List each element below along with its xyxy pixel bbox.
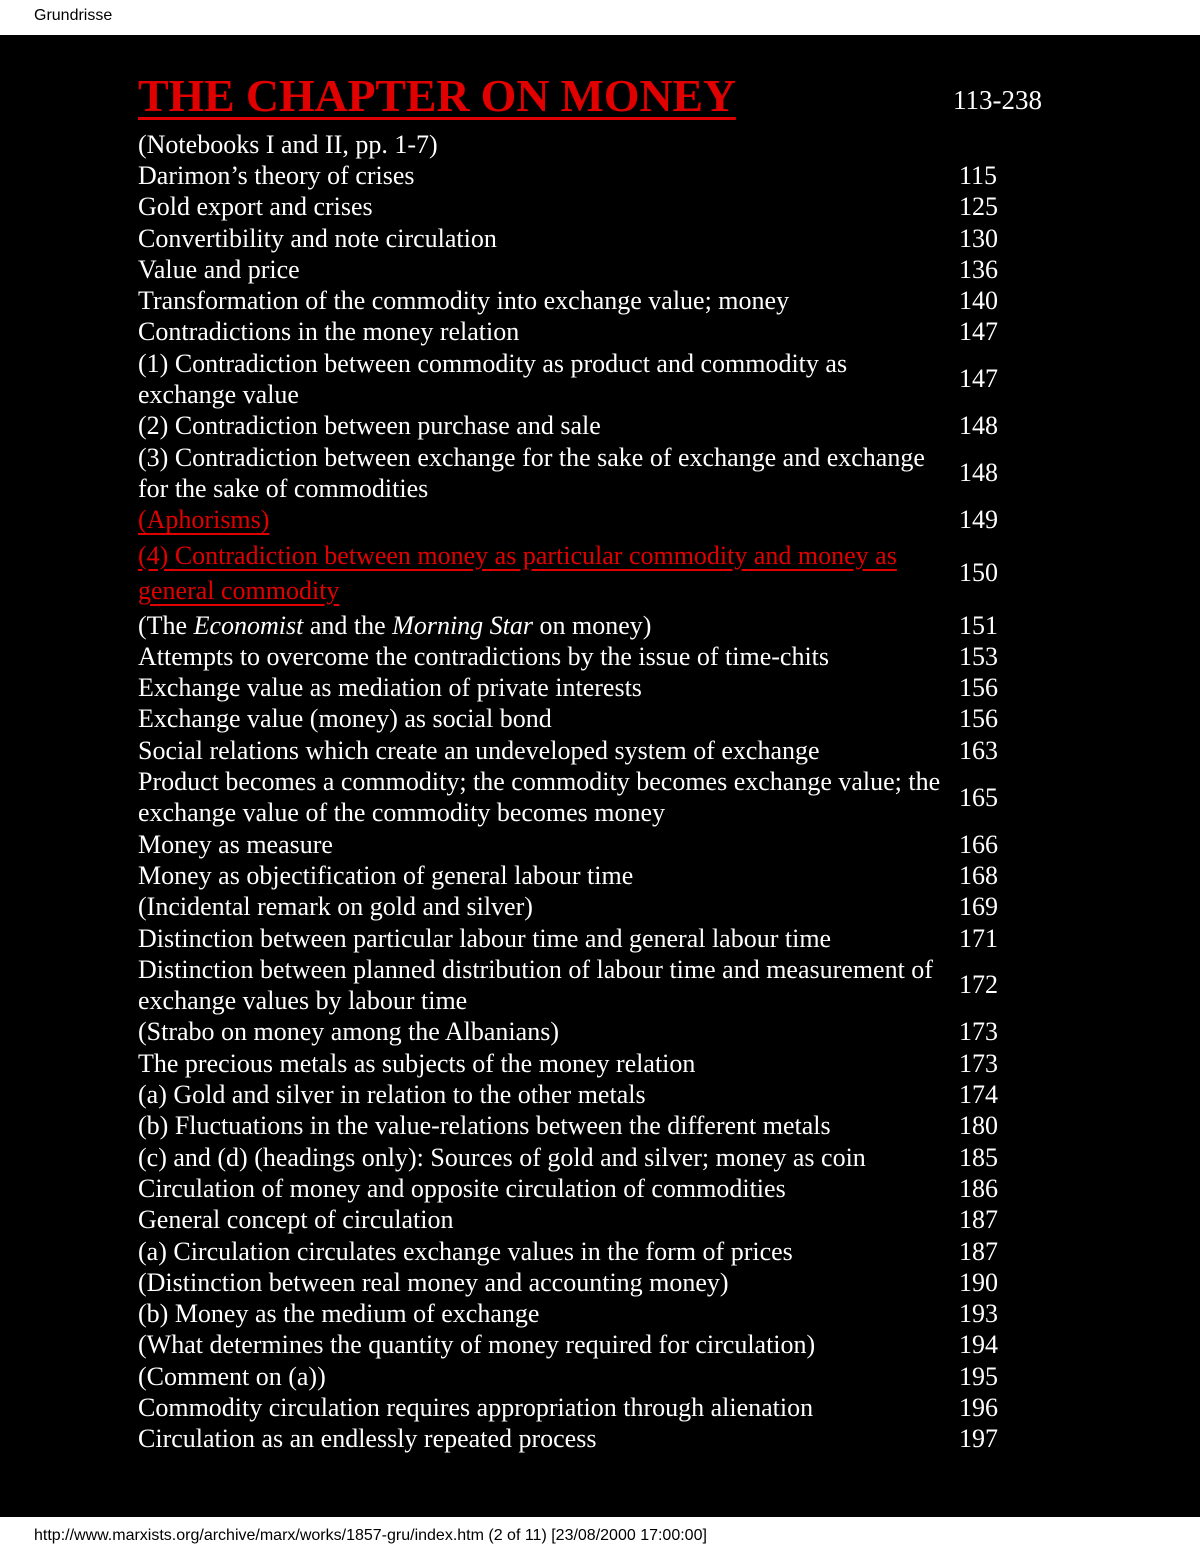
toc-row <box>135 348 1015 411</box>
toc-page-number: 197 <box>947 1423 1015 1454</box>
toc-page-number: 180 <box>947 1110 1015 1141</box>
toc-row <box>135 410 1015 441</box>
toc-row <box>135 1236 1015 1267</box>
toc-entry-text: Distinction between planned distribution of labour time and measurement of exchange values by labour time <box>138 955 933 1015</box>
toc-page-number: 165 <box>947 766 1015 829</box>
toc-page-number: 130 <box>947 223 1015 254</box>
toc-entry-title <box>135 860 947 891</box>
toc-entry-title <box>135 735 947 766</box>
toc-entry-title <box>135 348 947 411</box>
toc-entry-text: Transformation of the commodity into exchange value; money <box>138 286 789 315</box>
toc-page-number: 187 <box>947 1204 1015 1235</box>
toc-row <box>135 610 1015 641</box>
toc-entry-text: (b) Fluctuations in the value-relations between the different metals <box>138 1111 831 1140</box>
toc-entry-italic-text: Economist <box>194 611 304 640</box>
toc-entry-title <box>135 1016 947 1047</box>
toc-page-number: 173 <box>947 1048 1015 1079</box>
toc-row <box>135 316 1015 347</box>
toc-entry-text: Convertibility and note circulation <box>138 224 497 253</box>
toc-page-number: 125 <box>947 191 1015 222</box>
toc-page-number: 187 <box>947 1236 1015 1267</box>
notebooks-note: (Notebooks I and II, pp. 1-7) <box>138 130 438 160</box>
toc-page-number: 173 <box>947 1016 1015 1047</box>
toc-entry-title <box>135 1236 947 1267</box>
toc-page-number: 140 <box>947 285 1015 316</box>
toc-row <box>135 735 1015 766</box>
toc-row <box>135 1048 1015 1079</box>
toc-entry-text: Social relations which create an undeveloped system of exchange <box>138 736 820 765</box>
toc-row <box>135 1361 1015 1392</box>
toc-entry-title <box>135 672 947 703</box>
toc-entry-title <box>135 1267 947 1298</box>
toc-row <box>135 1392 1015 1423</box>
toc-row <box>135 1079 1015 1110</box>
toc-row <box>135 1423 1015 1454</box>
toc-page-number: 194 <box>947 1329 1015 1360</box>
toc-entry-text: (c) and (d) (headings only): Sources of gold and silver; money as coin <box>138 1143 866 1172</box>
toc-row <box>135 829 1015 860</box>
toc-page-number: 150 <box>947 536 1015 610</box>
toc-entry-text: Distinction between particular labour time and general labour time <box>138 924 831 953</box>
toc-row[interactable] <box>135 536 1015 610</box>
toc-row <box>135 923 1015 954</box>
toc-page-number: 193 <box>947 1298 1015 1329</box>
toc-entry-text: Darimon’s theory of crises <box>138 161 415 190</box>
toc-page-number: 190 <box>947 1267 1015 1298</box>
toc-entry-text: (Aphorisms) <box>138 505 269 534</box>
toc-page-number: 174 <box>947 1079 1015 1110</box>
toc-page-number: 169 <box>947 891 1015 922</box>
toc-entry-title <box>135 191 947 222</box>
toc-entry-text: Commodity circulation requires appropriation through alienation <box>138 1393 813 1422</box>
toc-entry-text: (The <box>138 611 194 640</box>
toc-page-number: 171 <box>947 923 1015 954</box>
toc-entry-text: (2) Contradiction between purchase and sale <box>138 411 601 440</box>
toc-page-number: 185 <box>947 1142 1015 1173</box>
toc-entry-title <box>135 641 947 672</box>
toc-entry-text: Circulation as an endlessly repeated process <box>138 1424 596 1453</box>
toc-row[interactable] <box>135 504 1015 535</box>
toc-page-number: 168 <box>947 860 1015 891</box>
print-header-title: Grundrisse <box>34 7 112 25</box>
toc-entry-text: General concept of circulation <box>138 1205 453 1234</box>
toc-row <box>135 1298 1015 1329</box>
toc-entry-title <box>135 829 947 860</box>
toc-row <box>135 442 1015 505</box>
toc-entry-title <box>135 1423 947 1454</box>
toc-page-number: 147 <box>947 316 1015 347</box>
toc-row <box>135 1204 1015 1235</box>
toc-entry-link[interactable] <box>135 504 947 535</box>
toc-page-number: 156 <box>947 672 1015 703</box>
toc-row <box>135 641 1015 672</box>
toc-page-number: 186 <box>947 1173 1015 1204</box>
toc-entry-title <box>135 954 947 1017</box>
toc-entry-text: (Incidental remark on gold and silver) <box>138 892 533 921</box>
toc-page-number: 151 <box>947 610 1015 641</box>
toc-entry-title <box>135 316 947 347</box>
toc-entry-title <box>135 1048 947 1079</box>
toc-page-number: 149 <box>947 504 1015 535</box>
toc-row <box>135 672 1015 703</box>
toc-entry-text: (What determines the quantity of money required for circulation) <box>138 1330 815 1359</box>
toc-entry-text: (a) Gold and silver in relation to the other metals <box>138 1080 646 1109</box>
toc-page-number: 148 <box>947 410 1015 441</box>
toc-entry-text: Circulation of money and opposite circulation of commodities <box>138 1174 786 1203</box>
toc-page-number: 196 <box>947 1392 1015 1423</box>
toc-entry-text: (4) Contradiction between money as particular commodity and money as general commodity <box>138 541 897 605</box>
toc-row <box>135 703 1015 734</box>
toc-entry-title <box>135 1361 947 1392</box>
toc-page-number: 148 <box>947 442 1015 505</box>
toc-page-number: 115 <box>947 160 1015 191</box>
toc-entry-title <box>135 1142 947 1173</box>
toc-entry-title <box>135 766 947 829</box>
toc-row <box>135 254 1015 285</box>
toc-entry-text: (a) Circulation circulates exchange values in the form of prices <box>138 1237 793 1266</box>
toc-entry-text: The precious metals as subjects of the money relation <box>138 1049 695 1078</box>
toc-page-number: 172 <box>947 954 1015 1017</box>
toc-row <box>135 160 1015 191</box>
toc-entry-text: Contradictions in the money relation <box>138 317 519 346</box>
toc-entry-text: (Comment on (a)) <box>138 1362 326 1391</box>
toc-page-number: 147 <box>947 348 1015 411</box>
toc-entry-title <box>135 160 947 191</box>
toc-row <box>135 1267 1015 1298</box>
document-page <box>0 35 1200 1517</box>
toc-entry-italic-text: Morning Star <box>392 611 533 640</box>
toc-entry-text: Value and price <box>138 255 300 284</box>
toc-entry-title <box>135 1173 947 1204</box>
contents-table <box>135 160 1015 1455</box>
toc-entry-title <box>135 1329 947 1360</box>
toc-entry-text: on money) <box>533 611 651 640</box>
toc-entry-title <box>135 1110 947 1141</box>
toc-entry-title <box>135 1079 947 1110</box>
toc-entry-text: (Strabo on money among the Albanians) <box>138 1017 559 1046</box>
toc-entry-title <box>135 1204 947 1235</box>
toc-row <box>135 1110 1015 1141</box>
toc-entry-title <box>135 223 947 254</box>
toc-entry-text: (b) Money as the medium of exchange <box>138 1299 539 1328</box>
toc-entry-text: Exchange value (money) as social bond <box>138 704 552 733</box>
toc-entry-title <box>135 1298 947 1329</box>
toc-entry-title <box>135 1392 947 1423</box>
toc-page-number: 195 <box>947 1361 1015 1392</box>
print-footer-url: http://www.marxists.org/archive/marx/works/1857-gru/index.htm (2 of 11) [23/08/2000 17:00:00] <box>34 1527 707 1545</box>
toc-page-number: 166 <box>947 829 1015 860</box>
toc-row <box>135 223 1015 254</box>
toc-page-number: 153 <box>947 641 1015 672</box>
toc-entry-title <box>135 891 947 922</box>
toc-row <box>135 860 1015 891</box>
toc-entry-text: Attempts to overcome the contradictions by the issue of time-chits <box>138 642 829 671</box>
toc-row <box>135 1016 1015 1047</box>
toc-entry-text: Money as objectification of general labour time <box>138 861 633 890</box>
toc-row <box>135 1173 1015 1204</box>
toc-entry-title <box>135 285 947 316</box>
toc-row <box>135 891 1015 922</box>
toc-row <box>135 766 1015 829</box>
toc-row <box>135 1142 1015 1173</box>
toc-entry-title <box>135 703 947 734</box>
toc-entry-text: Product becomes a commodity; the commodity becomes exchange value; the exchange value of the commodity becomes money <box>138 767 940 827</box>
toc-page-number: 136 <box>947 254 1015 285</box>
toc-entry-title <box>135 410 947 441</box>
toc-row <box>135 1329 1015 1360</box>
toc-entry-link[interactable] <box>135 536 947 610</box>
toc-entry-title <box>135 254 947 285</box>
toc-entry-title <box>135 923 947 954</box>
toc-row <box>135 285 1015 316</box>
chapter-title-link[interactable]: THE CHAPTER ON MONEY <box>138 69 736 122</box>
toc-page-number: 156 <box>947 703 1015 734</box>
toc-entry-text: Money as measure <box>138 830 333 859</box>
toc-entry-title <box>135 442 947 505</box>
toc-entry-text: (Distinction between real money and accounting money) <box>138 1268 729 1297</box>
toc-page-number: 163 <box>947 735 1015 766</box>
toc-entry-text: (3) Contradiction between exchange for the sake of exchange and exchange for the sake of commodities <box>138 443 925 503</box>
toc-entry-text: Exchange value as mediation of private interests <box>138 673 642 702</box>
toc-entry-text: and the <box>303 611 392 640</box>
toc-row <box>135 954 1015 1017</box>
chapter-page-range: 113-238 <box>953 85 1042 116</box>
toc-entry-text: Gold export and crises <box>138 192 373 221</box>
toc-entry-text: (1) Contradiction between commodity as product and commodity as exchange value <box>138 349 847 409</box>
toc-entry-title <box>135 610 947 641</box>
toc-row <box>135 191 1015 222</box>
